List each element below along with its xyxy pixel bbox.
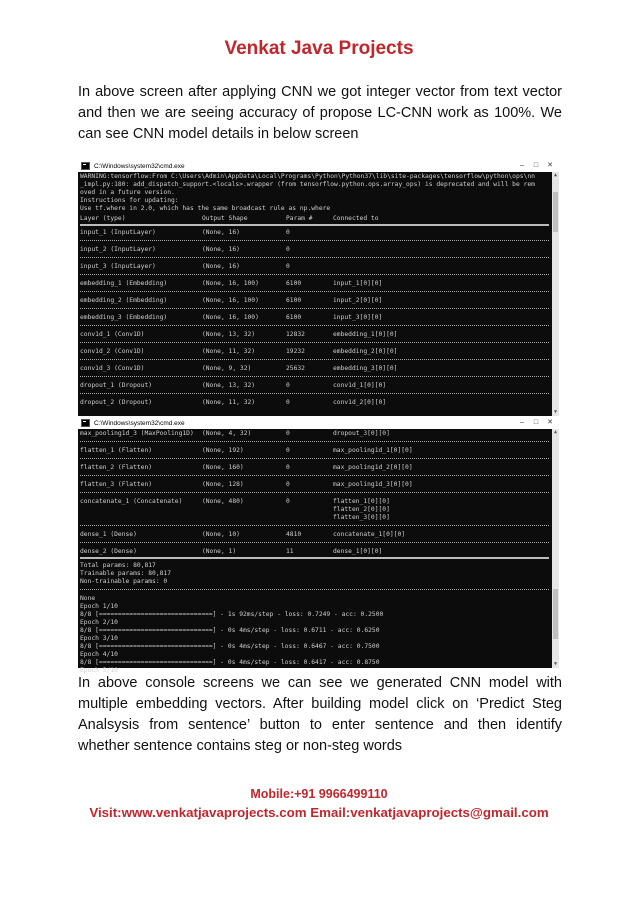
paragraph-summary: In above console screens we can see we generated CNN model with multiple embedding vectors. After building model click on ‘Predict Steg Analsysis from sentence’ button to enter sentence and then identify whether sentence contains steg or non-steg words	[78, 675, 562, 754]
shape-cell: (None, 4, 32)	[202, 430, 252, 437]
table-row	[80, 263, 549, 271]
layer-cell: flatten_3 (Flatten)	[80, 481, 153, 488]
param-cell: 11	[286, 548, 294, 555]
footer-visit-email: Visit:www.venkatjavaprojects.com Email:venkatjavaprojects@gmail.com	[89, 805, 549, 820]
console-line: Epoch 1/10	[80, 603, 118, 610]
layer-cell: dense_1 (Dense)	[80, 531, 137, 538]
console-titlebar[interactable]	[78, 160, 559, 172]
minimize-icon[interactable]: –	[520, 162, 524, 169]
param-cell: 19232	[286, 348, 305, 355]
connected-cell: input_2[0][0]	[333, 297, 383, 304]
column-header: Layer (type)	[80, 215, 126, 222]
shape-cell: (None, 160)	[202, 464, 244, 471]
shape-cell: (None, 11, 32)	[202, 348, 256, 355]
maximize-icon[interactable]: □	[533, 419, 539, 426]
param-cell: 12832	[286, 331, 305, 338]
console-line: Non-trainable params: 0	[80, 578, 168, 585]
scroll-down-icon[interactable]: ▼	[553, 409, 557, 415]
table-row	[80, 314, 549, 322]
layer-cell: conv1d_2 (Conv1D)	[80, 348, 145, 355]
console-line: Epoch 5/10	[80, 667, 118, 674]
table-header-row	[80, 215, 549, 223]
footer-mobile: Mobile:+91 9966499110	[250, 787, 388, 801]
param-cell: 0	[286, 464, 290, 471]
scroll-up-icon[interactable]: ▲	[553, 429, 557, 435]
console-line: Instructions for updating:	[80, 197, 179, 204]
param-cell: 0	[286, 399, 290, 406]
layer-cell: input_3 (InputLayer)	[80, 263, 156, 270]
table-row	[80, 246, 549, 254]
param-cell: 0	[286, 246, 290, 253]
console-line: Epoch 2/10	[80, 619, 118, 626]
table-row	[80, 430, 549, 438]
layer-cell: input_1 (InputLayer)	[80, 229, 156, 236]
scrollbar[interactable]	[552, 172, 559, 416]
param-cell: 0	[286, 382, 290, 389]
column-header: Param #	[286, 215, 313, 222]
connected-cell: flatten_1[0][0]	[333, 498, 390, 505]
console-line: Epoch 4/10	[80, 651, 118, 658]
connected-cell	[333, 229, 533, 237]
console-output	[80, 173, 549, 407]
console-line: Use tf.where in 2.0, which has the same broadcast rule as np.where	[80, 205, 331, 212]
connected-cell: concatenate_1[0][0]	[333, 531, 406, 538]
table-row	[80, 514, 549, 522]
table-row	[80, 348, 549, 356]
shape-cell: (None, 11, 32)	[202, 399, 256, 406]
shape-cell: (None, 16, 100)	[202, 314, 259, 321]
maximize-icon[interactable]: □	[533, 162, 539, 169]
console-line: None	[80, 595, 96, 602]
layer-cell: dense_2 (Dense)	[80, 548, 137, 555]
page-header-title: Venkat Java Projects	[224, 38, 414, 59]
connected-cell: max_pooling1d_3[0][0]	[333, 481, 413, 488]
layer-cell: conv1d_3 (Conv1D)	[80, 365, 145, 372]
param-cell: 0	[286, 498, 290, 505]
console-line: _impl.py:180: add_dispatch_support.<locals>.wrapper (from tensorflow.python.ops.array_ops) is deprecated and will be rem	[80, 181, 535, 188]
table-row	[80, 464, 549, 472]
param-cell: 0	[286, 447, 290, 454]
layer-cell: embedding_2 (Embedding)	[80, 297, 168, 304]
table-row	[80, 229, 549, 237]
console-line: Epoch 3/10	[80, 635, 118, 642]
shape-cell: (None, 10)	[202, 531, 240, 538]
column-header: Connected to	[333, 215, 379, 222]
connected-cell: max_pooling1d_1[0][0]	[333, 447, 413, 454]
connected-cell: input_3[0][0]	[333, 314, 383, 321]
cmd-icon	[81, 162, 90, 170]
layer-cell: dropout_2 (Dropout)	[80, 399, 153, 406]
param-cell: 6100	[286, 314, 302, 321]
layer-cell: max_pooling1d_3 (MaxPooling1D)	[80, 430, 194, 437]
connected-cell: conv1d_2[0][0]	[333, 399, 387, 406]
param-cell: 6100	[286, 297, 302, 304]
table-row	[80, 481, 549, 489]
console-title: C:\Windows\system32\cmd.exe	[94, 419, 185, 427]
console-line: oved in a future version.	[80, 189, 175, 196]
console-line: 8/8 [==============================] - 1s 92ms/step - loss: 0.7249 - acc: 0.2500	[80, 611, 384, 618]
scroll-up-icon[interactable]: ▲	[553, 172, 557, 178]
connected-cell: max_pooling1d_2[0][0]	[333, 464, 413, 471]
param-cell: 4810	[286, 531, 302, 538]
shape-cell: (None, 480)	[202, 498, 244, 505]
layer-cell: embedding_1 (Embedding)	[80, 280, 168, 287]
connected-cell	[333, 246, 533, 254]
cmd-icon	[81, 419, 90, 427]
param-cell: 0	[286, 263, 290, 270]
console-line: 8/8 [==============================] - 0s 4ms/step - loss: 0.6711 - acc: 0.6250	[80, 627, 380, 634]
table-row	[80, 447, 549, 455]
column-header: Output Shape	[202, 215, 248, 222]
console-window-2	[78, 417, 559, 674]
table-row	[80, 399, 549, 407]
scrollbar[interactable]	[552, 429, 559, 668]
connected-cell: flatten_2[0][0]	[333, 506, 390, 513]
table-row	[80, 365, 549, 373]
connected-cell	[333, 263, 533, 271]
scrollbar-thumb[interactable]	[553, 589, 558, 639]
layer-cell: conv1d_1 (Conv1D)	[80, 331, 145, 338]
scrollbar-thumb[interactable]	[553, 192, 558, 232]
shape-cell: (None, 9, 32)	[202, 365, 252, 372]
connected-cell: embedding_2[0][0]	[333, 348, 398, 355]
table-row	[80, 382, 549, 390]
layer-cell: flatten_2 (Flatten)	[80, 464, 153, 471]
param-cell: 25632	[286, 365, 305, 372]
close-icon[interactable]: ✕	[547, 162, 553, 169]
layer-cell: flatten_1 (Flatten)	[80, 447, 153, 454]
scroll-down-icon[interactable]: ▼	[553, 661, 557, 667]
shape-cell: (None, 16)	[202, 263, 240, 270]
console-line: WARNING:tensorflow:From C:\Users\Admin\AppData\Local\Programs\Python\Python37\lib\site-packages\tensorflow\python\ops\nn	[80, 173, 535, 180]
shape-cell: (None, 16, 100)	[202, 297, 259, 304]
console-line: Trainable params: 80,817	[80, 570, 171, 577]
layer-cell: embedding_3 (Embedding)	[80, 314, 168, 321]
console-window-1	[78, 160, 559, 416]
shape-cell: (None, 13, 32)	[202, 331, 256, 338]
connected-cell: embedding_1[0][0]	[333, 331, 398, 338]
table-row	[80, 548, 549, 556]
layer-cell: concatenate_1 (Concatenate)	[80, 498, 183, 505]
connected-cell: dense_1[0][0]	[333, 548, 383, 555]
shape-cell: (None, 1)	[202, 548, 237, 555]
table-row	[80, 331, 549, 339]
console-title: C:\Windows\system32\cmd.exe	[94, 162, 185, 170]
table-row	[80, 280, 549, 288]
connected-cell: input_1[0][0]	[333, 280, 383, 287]
param-cell: 0	[286, 481, 290, 488]
layer-cell: dropout_1 (Dropout)	[80, 382, 153, 389]
connected-cell: dropout_3[0][0]	[333, 430, 390, 437]
table-row	[80, 498, 549, 506]
console-line: 8/8 [==============================] - 0s 4ms/step - loss: 0.6467 - acc: 0.7500	[80, 643, 380, 650]
console-titlebar[interactable]	[78, 417, 559, 429]
shape-cell: (None, 16, 100)	[202, 280, 259, 287]
paragraph-intro: In above screen after applying CNN we got integer vector from text vector and then we are seeing accuracy of propose LC-CNN work as 100%. We can see CNN model details in below screen	[78, 84, 562, 142]
param-cell: 0	[286, 229, 290, 236]
shape-cell: (None, 128)	[202, 481, 244, 488]
shape-cell: (None, 16)	[202, 229, 240, 236]
console-line: Total params: 80,817	[80, 562, 156, 569]
connected-cell: conv1d_1[0][0]	[333, 382, 387, 389]
console-output	[80, 430, 549, 675]
table-row	[80, 531, 549, 539]
shape-cell: (None, 13, 32)	[202, 382, 256, 389]
layer-cell: input_2 (InputLayer)	[80, 246, 156, 253]
connected-cell: flatten_3[0][0]	[333, 514, 390, 521]
table-row	[80, 506, 549, 514]
close-icon[interactable]: ✕	[547, 419, 553, 426]
connected-cell: embedding_3[0][0]	[333, 365, 398, 372]
shape-cell: (None, 192)	[202, 447, 244, 454]
minimize-icon[interactable]: –	[520, 419, 524, 426]
shape-cell: (None, 16)	[202, 246, 240, 253]
console-line: 8/8 [==============================] - 0s 4ms/step - loss: 0.6417 - acc: 0.8750	[80, 659, 380, 666]
table-row	[80, 297, 549, 305]
param-cell: 6100	[286, 280, 302, 287]
param-cell: 0	[286, 430, 290, 437]
